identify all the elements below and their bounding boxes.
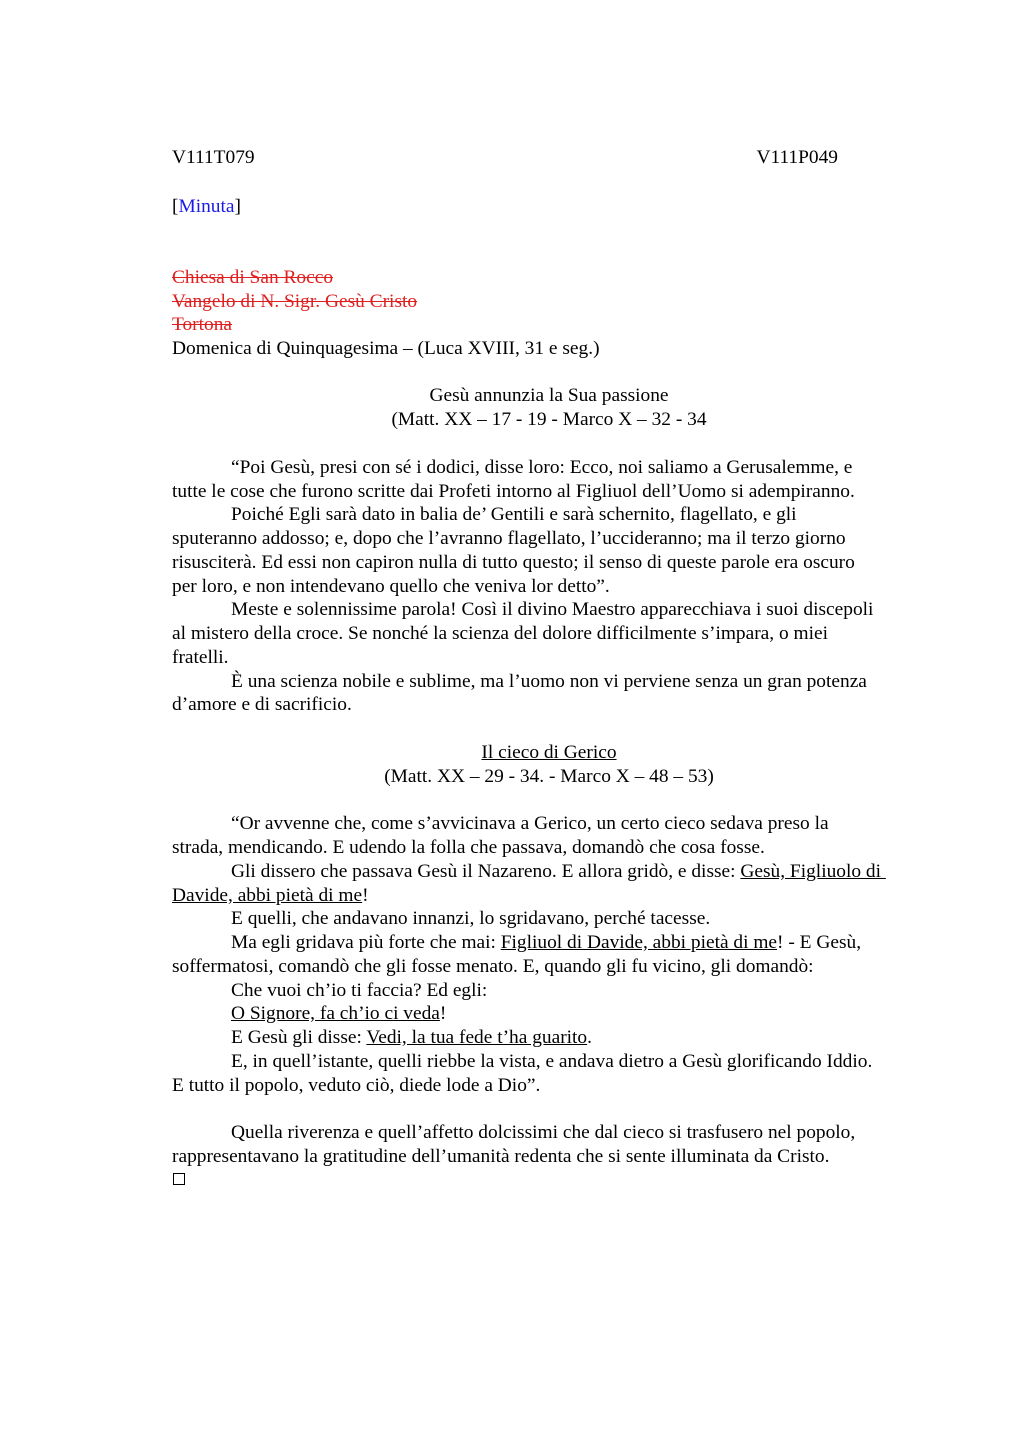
plain-text: Ma egli gridava più forte che mai:: [231, 932, 501, 953]
plain-text: !: [439, 1003, 447, 1024]
struck-gospel: Vangelo di N. Sigr. Gesù Cristo: [172, 291, 418, 312]
section1-line: È una scienza nobile e sublime, ma l’uomo non vi perviene senza un gran potenza: [231, 671, 867, 692]
plain-text: .: [587, 1027, 592, 1048]
struck-town: Tortona: [172, 314, 233, 335]
minuta-label: [172, 195, 241, 219]
section2-line: [231, 1002, 446, 1026]
end-square-icon: [173, 1173, 185, 1185]
right-code: V111P049: [756, 147, 838, 168]
section2-line: E, in quell’istante, quelli riebbe la vista, e andava dietro a Gesù glorificando Iddio.: [231, 1051, 873, 1072]
section2-line: “Or avvenne che, come s’avvicinava a Gerico, un certo cieco sedava preso la: [231, 813, 829, 834]
section2-line: Che vuoi ch’io ti faccia? Ed egli:: [231, 980, 488, 1001]
closing-line: Quella riverenza e quell’affetto dolcissimi che dal cieco si trasfusero nel popolo,: [231, 1122, 856, 1143]
section1-line: Meste e solennissime parola! Così il divino Maestro apparecchiava i suoi discepoli: [231, 599, 874, 620]
section2-line: E tutto il popolo, veduto ciò, diede lode a Dio”.: [172, 1075, 541, 1096]
section2-line: [231, 860, 886, 884]
section2-line: [231, 931, 861, 955]
section1-line: Poiché Egli sarà dato in balia de’ Gentili e sarà schernito, flagellato, e gli: [231, 504, 797, 525]
section1-line: per loro, e non intendevano quello che veniva lor detto”.: [172, 576, 610, 597]
struck-church: Chiesa di San Rocco: [172, 267, 334, 288]
section1-line: fratelli.: [172, 647, 229, 668]
section1-line: sputeranno addosso; e, dopo che l’avranno flagellato, l’uccideranno; ma il terzo giorno: [172, 528, 846, 549]
section1-line: tutte le cose che furono scritte dai Profeti intorno al Figliuol dell’Uomo si adempiranno.: [172, 481, 855, 502]
plain-text: ! - E Gesù,: [777, 932, 862, 953]
plain-text: E Gesù gli disse:: [231, 1027, 367, 1048]
underlined-quote: Figliuol di Davide, abbi pietà di me: [500, 932, 778, 953]
plain-text: Gli dissero che passava Gesù il Nazareno. E allora gridò, e disse:: [231, 861, 741, 882]
section1-line: “Poi Gesù, presi con sé i dodici, disse loro: Ecco, noi saliamo a Gerusalemme, e: [231, 457, 853, 478]
section2-title-text: Il cieco di Gerico: [481, 742, 617, 763]
section1-line: al mistero della croce. Se nonché la scienza del dolore difficilmente s’impara, o miei: [172, 623, 828, 644]
underlined-quote: Davide, abbi pietà di me: [172, 885, 363, 906]
closing-line: rappresentavano la gratitudine dell’umanità redenta che si sente illuminata da Cristo.: [172, 1146, 830, 1167]
plain-text: !: [362, 885, 369, 906]
section2-line: soffermatosi, comandò che gli fosse menato. E, quando gli fu vicino, gli domandò:: [172, 956, 814, 977]
section1-ref: (Matt. XX – 17 - 19 - Marco X – 32 - 34: [391, 409, 707, 430]
bracket-close: ]: [234, 196, 241, 217]
occasion-line: Domenica di Quinquagesima – (Luca XVIII, 31 e seg.): [172, 338, 600, 359]
left-code: V111T079: [172, 147, 255, 168]
bracket-open: [: [172, 196, 179, 217]
section2-line: strada, mendicando. E udendo la folla che passava, domandò che cosa fosse.: [172, 837, 765, 858]
section2-ref: (Matt. XX – 29 - 34. - Marco X – 48 – 53): [384, 766, 714, 787]
section2-title: [172, 741, 926, 765]
section2-line: E quelli, che andavano innanzi, lo sgridavano, perché tacesse.: [231, 908, 711, 929]
section1-line: risusciterà. Ed essi non capiron nulla di tutto questo; il senso di queste parole era oscuro: [172, 552, 855, 573]
section2-line: [231, 1026, 592, 1050]
underlined-quote: Gesù, Figliuolo di: [740, 861, 886, 882]
section2-line: [172, 884, 369, 908]
section1-title: Gesù annunzia la Sua passione: [429, 385, 669, 406]
minuta-link[interactable]: Minuta: [178, 196, 235, 217]
underlined-quote: O Signore, fa ch’io ci veda: [231, 1003, 440, 1024]
section1-line: d’amore e di sacrificio.: [172, 694, 352, 715]
underlined-quote: Vedi, la tua fede t’ha guarito: [366, 1027, 588, 1048]
